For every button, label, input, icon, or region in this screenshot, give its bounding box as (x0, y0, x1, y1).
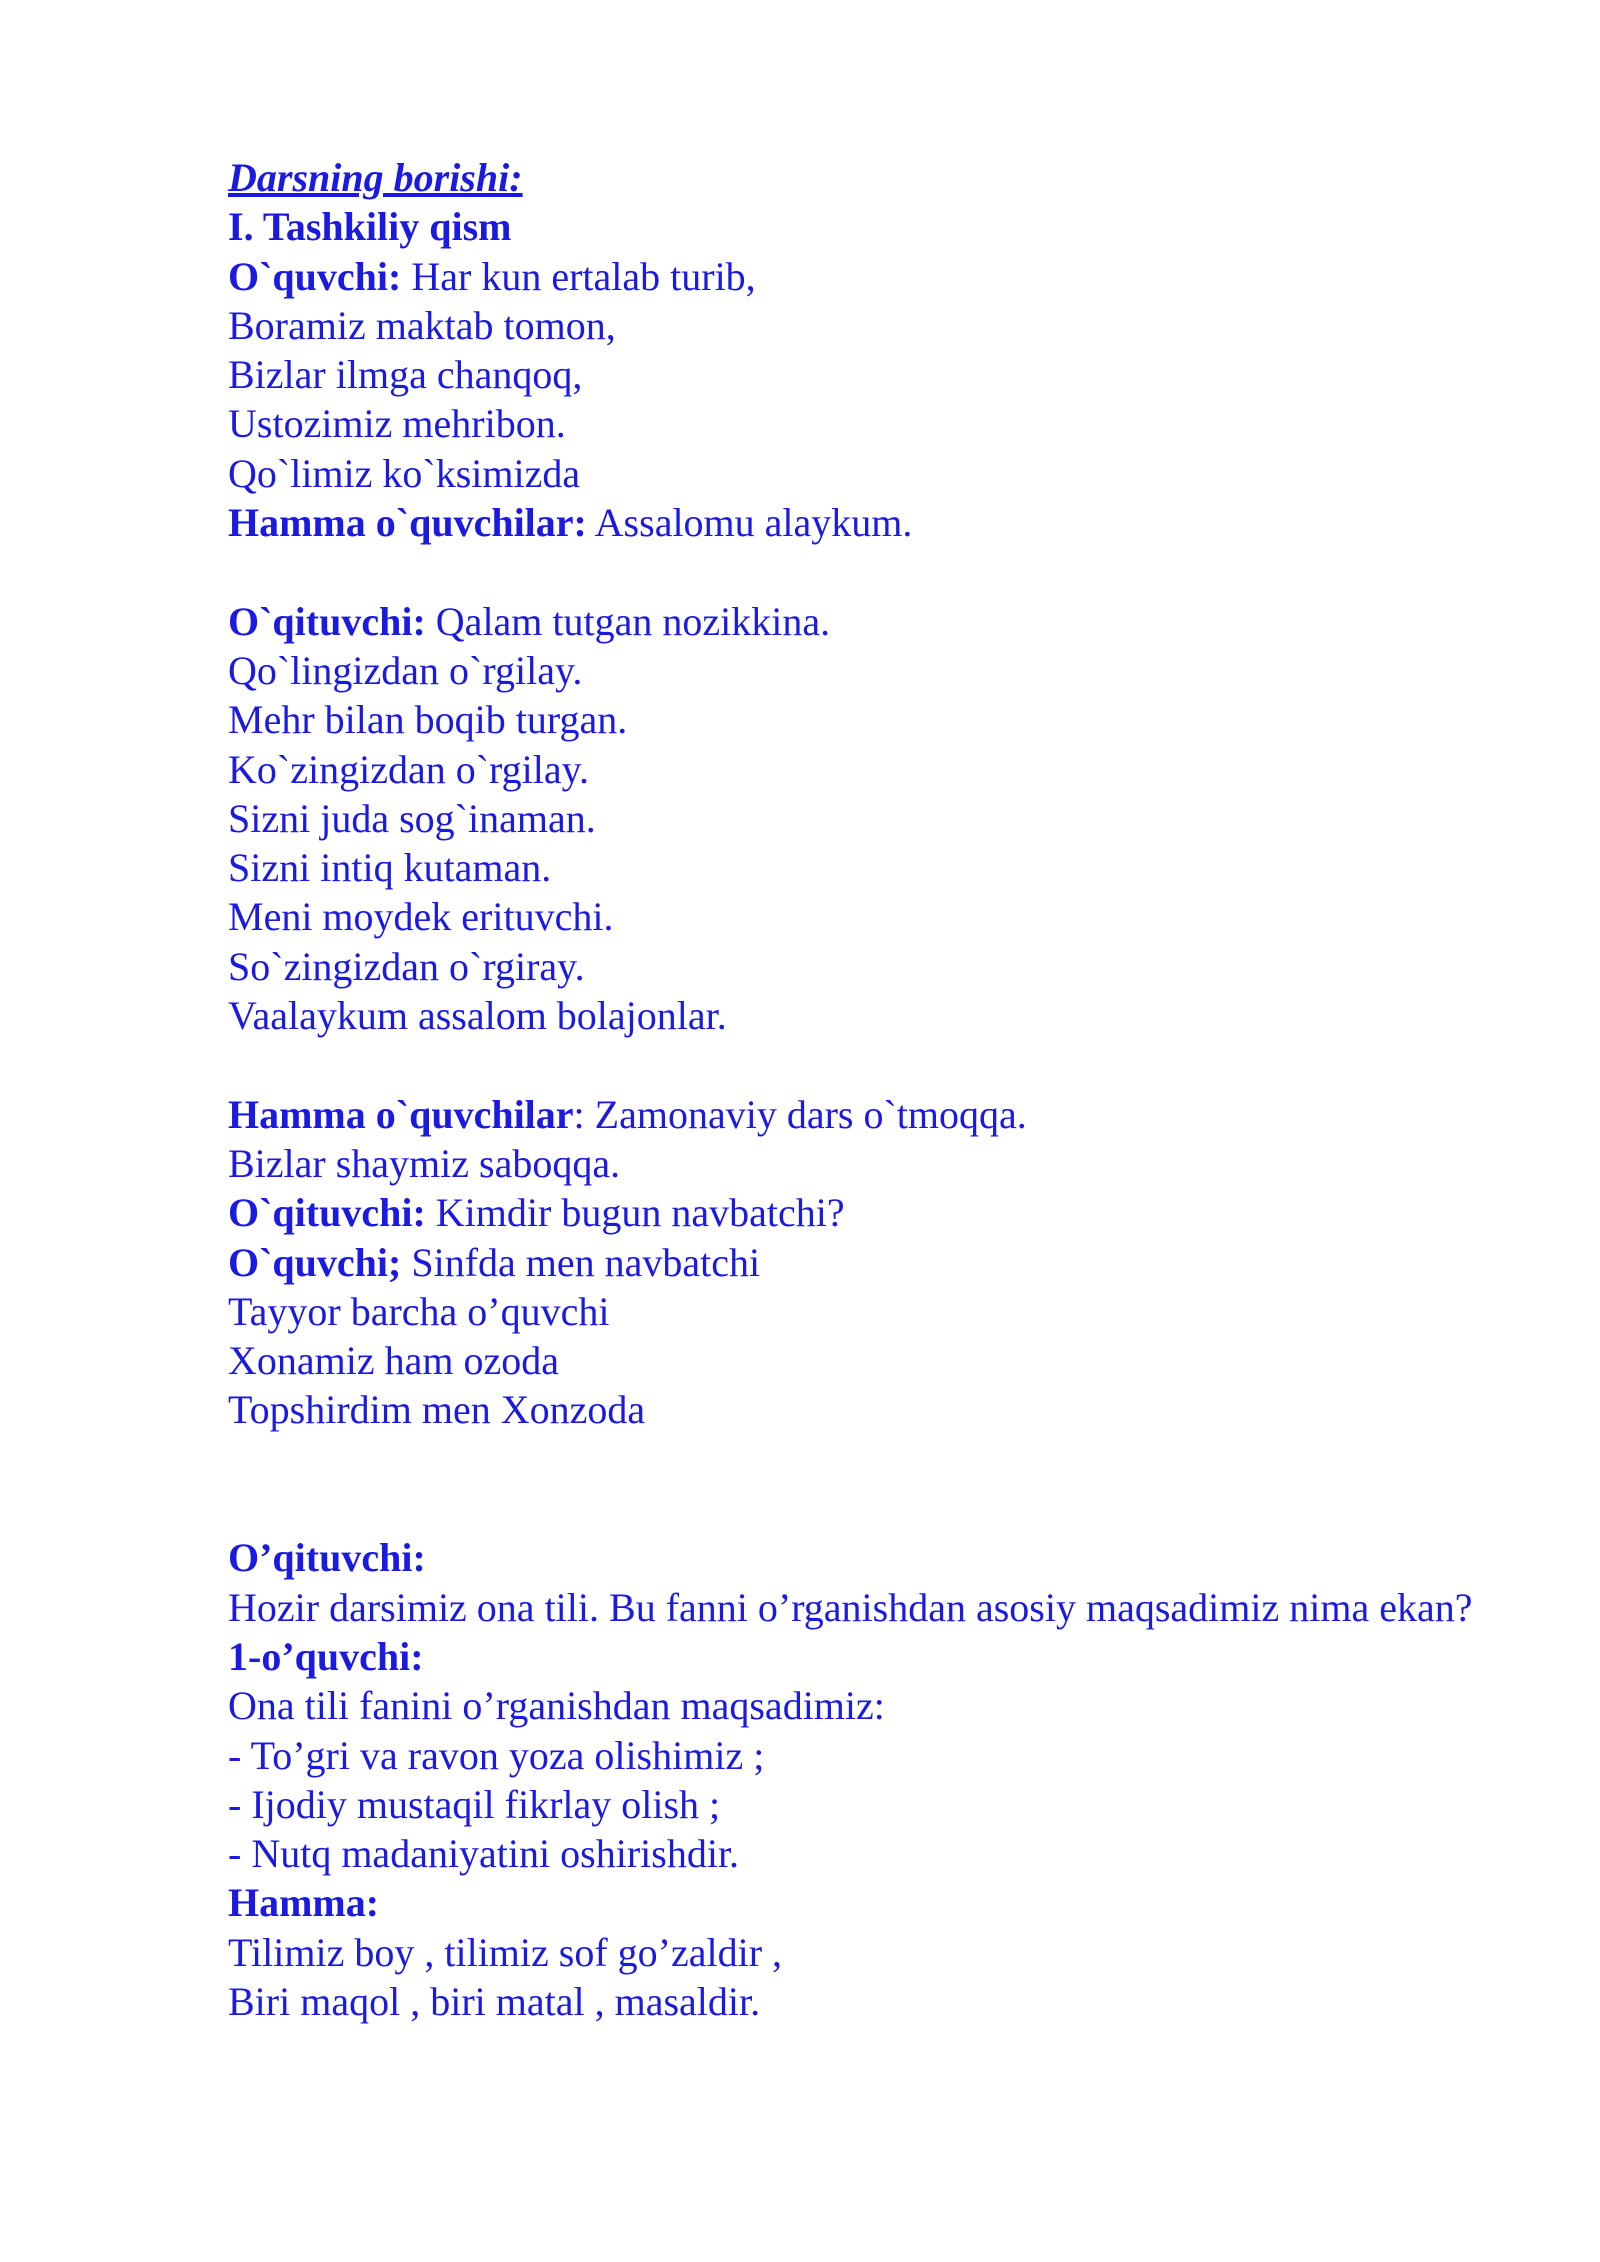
verse-line (228, 597, 1478, 646)
speaker-label: Hamma: (228, 1880, 380, 1926)
verse-line: Xonamiz ham ozoda (228, 1338, 559, 1384)
verse-line: Tilimiz boy , tilimiz sof go’zaldir , (228, 1929, 783, 1975)
verse-text: Kimdir bugun navbatchi? (425, 1190, 845, 1236)
spacer (228, 1040, 1478, 1089)
paragraph-text: Ona tili fanini o’rganishdan maqsadimiz: (228, 1683, 885, 1729)
speaker-label: O’qituvchi: (228, 1535, 426, 1581)
verse-line (228, 1238, 1478, 1287)
verse-line: Bizlar shaymiz saboqqa. (228, 1140, 621, 1186)
paragraph-text: Hozir darsimiz ona tili. Bu fanni o’rganishdan asosiy maqsadimiz nima ekan? (228, 1584, 1473, 1630)
verse-line: Bizlar ilmga chanqoq, (228, 352, 583, 398)
spacer (228, 1435, 1478, 1534)
list-item: - Nutq madaniyatini oshirishdir. (228, 1831, 740, 1877)
verse-line (228, 1090, 1478, 1139)
speaker-label: O`quvchi: (228, 253, 402, 299)
verse-text: Sinfda men navbatchi (401, 1239, 761, 1285)
speaker-label: 1-o’quvchi: (228, 1633, 424, 1679)
speaker-label: Hamma o`quvchilar: (228, 500, 587, 546)
verse-line: Qo`lingizdan o`rgilay. (228, 647, 583, 693)
speaker-label: Hamma o`quvchilar (228, 1091, 574, 1137)
verse-line: Sizni intiq kutaman. (228, 845, 552, 891)
speaker-label: O`qituvchi: (228, 1190, 426, 1236)
section-title: I. Tashkiliy qism (228, 204, 512, 250)
spacer (228, 547, 1478, 596)
lesson-heading: Darsning borishi: (228, 155, 523, 200)
verse-line: Qo`limiz ko`ksimizda (228, 450, 581, 496)
verse-line: So`zingizdan o`rgiray. (228, 943, 585, 989)
verse-line: Sizni juda sog`inaman. (228, 795, 596, 841)
verse-line (228, 498, 1478, 547)
verse-line: Ko`zingizdan o`rgilay. (228, 746, 589, 792)
list-item: - To’gri va ravon yoza olishimiz ; (228, 1732, 765, 1778)
speaker-label: O`quvchi; (228, 1239, 402, 1285)
verse-line: Meni moydek erituvchi. (228, 894, 614, 940)
verse-text: Har kun ertalab turib, (401, 253, 756, 299)
document-body (228, 153, 1478, 2026)
verse-text: Qalam tutgan nozikkina. (425, 598, 831, 644)
verse-line (228, 1188, 1478, 1237)
verse-line: Tayyor barcha o’quvchi (228, 1288, 610, 1334)
verse-line: Mehr bilan boqib turgan. (228, 697, 628, 743)
verse-line: Vaalaykum assalom bolajonlar. (228, 993, 727, 1039)
speaker-label: O`qituvchi: (228, 598, 426, 644)
verse-line: Topshirdim men Xonzoda (228, 1387, 646, 1433)
verse-text: Assalomu alaykum. (586, 500, 913, 546)
verse-line: Biri maqol , biri matal , masaldir. (228, 1978, 761, 2024)
verse-line: Ustozimiz mehribon. (228, 401, 566, 447)
list-item: - Ijodiy mustaqil fikrlay olish ; (228, 1781, 721, 1827)
verse-line (228, 252, 1478, 301)
verse-line: Boramiz maktab tomon, (228, 302, 616, 348)
verse-text: : Zamonaviy dars o`tmoqqa. (573, 1091, 1027, 1137)
